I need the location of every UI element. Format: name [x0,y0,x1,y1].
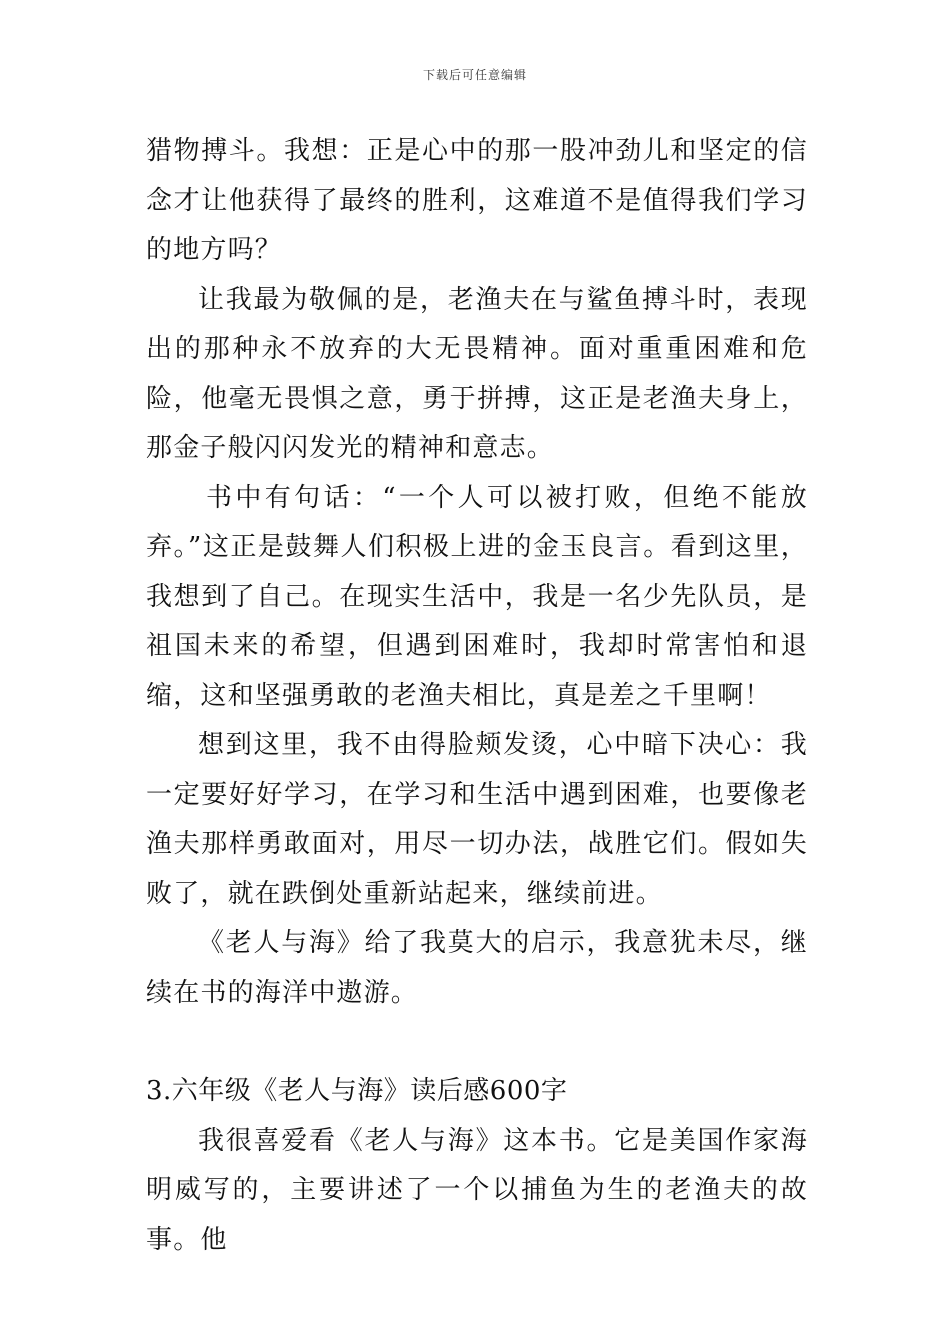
document-body [146,127,808,1265]
header-note: 下载后可任意编辑 [422,68,527,82]
paragraph-1: 猎物搏斗。我想：正是心中的那一股冲劲儿和坚定的信念才让他获得了最终的胜利，这难道不是值得我们学习的地方吗？ [146,136,808,265]
paragraph-5: 《老人与海》给了我莫大的启示，我意犹未尽，继续在书的海洋中遨游。 [146,928,808,1008]
paragraph-6: 我很喜爱看《老人与海》这本书。它是美国作家海明威写的，主要讲述了一个以捕鱼为生的老渔夫的故事。他 [146,1125,808,1255]
paragraph-2: 让我最为敬佩的是，老渔夫在与鲨鱼搏斗时，表现出的那种永不放弃的大无畏精神。面对重重困难和危险，他毫无畏惧之意，勇于拼搏，这正是老渔夫身上，那金子般闪闪发光的精神和意志。 [146,284,808,463]
paragraph-4: 想到这里，我不由得脸颊发烫，心中暗下决心：我一定要好好学习，在学习和生活中遇到困难，也要像老渔夫那样勇敢面对，用尽一切办法，战胜它们。假如失败了，就在跌倒处重新站起来，继续前进。 [146,730,808,909]
paragraph-3: 书中有句话：“一个人可以被打败，但绝不能放弃。”这正是鼓舞人们积极上进的金玉良言。看到这里，我想到了自己。在现实生活中，我是一名少先队员，是祖国未来的希望，但遇到困难时，我却时常害怕和退缩，这和坚强勇敢的老渔夫相比，真是差之千里啊！ [146,482,808,711]
section-heading: 3.六年级《老人与海》读后感600字 [146,1076,568,1106]
